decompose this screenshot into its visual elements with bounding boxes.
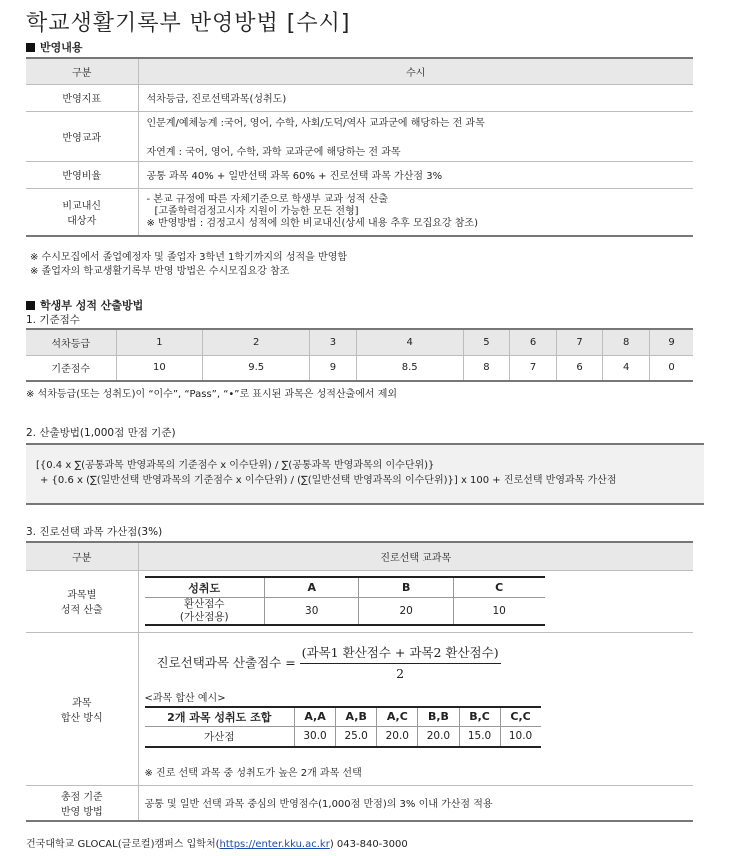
conversion-header: B [359, 577, 453, 597]
row-label-line: 성적 산출 [60, 605, 103, 616]
row-value: 공통 및 일반 선택 과목 중심의 반영점수(1,000점 만점)의 3% 이내 가산점 적용 [138, 785, 693, 821]
row-label-line: 대상자 [67, 215, 97, 227]
formula-lhs: 진로선택과목 산출점수 = [156, 654, 296, 670]
formula-line: + {0.6 x (∑(일반선택 반영과목의 기준점수 x 이수단위) / (∑(일반선택 반영과목의 이수단위)}] x 100 + 진로선택 반영과목 가산점 [40, 475, 617, 486]
score-cell: 9.5 [203, 355, 310, 381]
row-label [26, 632, 138, 785]
row-label: 반영비율 [26, 161, 138, 188]
table-header-row [26, 58, 693, 84]
row-value-line: 인문계/예체능계 :국어, 영어, 수학, 사회/도덕/역사 교과군에 해당하는 전 과목 [146, 118, 485, 129]
conversion-table [145, 576, 545, 626]
formula-fraction [300, 643, 501, 681]
homepage-link[interactable]: https://enter.kku.ac.kr [219, 839, 330, 850]
grade-row [26, 329, 693, 355]
grade-cell: 6 [510, 329, 557, 355]
table-row [26, 188, 693, 236]
grade-header: 석차등급 [26, 329, 116, 355]
sum-formula [145, 643, 694, 681]
subheading-method: 2. 산출방법(1,000점 만점 기준) [26, 427, 176, 439]
score-cell: 6 [556, 355, 603, 381]
example-header: A,B [336, 707, 377, 727]
row-value [138, 188, 693, 236]
row-value: 공통 과목 40% + 일반선택 과목 60% + 진로선택 과목 가산점 3% [138, 161, 693, 188]
grade-cell: 5 [463, 329, 510, 355]
example-caption: <과목 합산 예시> [144, 692, 226, 704]
table-row [26, 161, 693, 188]
table-row [26, 632, 693, 785]
header-category: 구분 [26, 58, 138, 84]
header-category: 구분 [26, 542, 138, 570]
row-value [138, 570, 693, 632]
table-row [26, 570, 693, 632]
example-value: 30.0 [295, 727, 336, 747]
conversion-value: 20 [359, 597, 453, 625]
row-label-line: 과목별 [67, 590, 97, 601]
row-value-line: - 본교 규정에 따른 자체기준으로 학생부 교과 성적 산출 [146, 193, 389, 205]
row-value [138, 632, 693, 785]
conversion-header-row [145, 577, 545, 597]
formula-box [26, 443, 704, 505]
conversion-header: 성취도 [145, 577, 265, 597]
row-label-line: 총점 기준 [60, 791, 103, 803]
score-cell: 9 [310, 355, 357, 381]
page-title: 학교생활기록부 반영방법 [수시] [26, 11, 351, 36]
formula-denominator: 2 [396, 665, 405, 681]
section-heading-text: 반영내용 [40, 41, 83, 54]
row-label [26, 785, 138, 821]
grade-cell: 2 [203, 329, 310, 355]
formula-numerator: (과목1 환산점수 + 과목2 환산점수) [300, 643, 501, 664]
example-value: 20.0 [377, 727, 418, 747]
table-row [26, 785, 693, 821]
row-value-line: 자연계 : 국어, 영어, 수학, 과학 교과군에 해당하는 전 과목 [146, 147, 401, 158]
score-header: 기준점수 [26, 355, 116, 381]
grade-cell: 4 [356, 329, 463, 355]
row-label [26, 570, 138, 632]
example-note: ※ 진로 선택 과목 중 성취도가 높은 2개 과목 선택 [144, 767, 362, 779]
header-subject: 진로선택 교과목 [138, 542, 693, 570]
example-value-row [145, 727, 541, 747]
conversion-value-row [145, 597, 545, 625]
conversion-row-label-line: 환산점수 [183, 597, 225, 610]
square-bullet-icon [26, 43, 35, 52]
example-value: 15.0 [459, 727, 500, 747]
footer-prefix: 건국대학교 GLOCAL(글로컬)캠퍼스 입학처( [26, 839, 220, 850]
example-header: B,C [459, 707, 500, 727]
score-cell: 0 [650, 355, 693, 381]
example-row-label: 가산점 [145, 727, 295, 747]
square-bullet-icon [26, 301, 35, 310]
content-table [26, 57, 693, 237]
row-label-line: 반영 방법 [60, 806, 103, 818]
row-label: 반영교과 [26, 111, 138, 161]
example-header: B,B [418, 707, 459, 727]
row-value [138, 111, 693, 161]
score-cell: 7 [510, 355, 557, 381]
note-line: ※ 수시모집에서 졸업예정자 및 졸업자 3학년 1학기까지의 성적을 반영함 [30, 252, 348, 263]
grade-cell: 8 [603, 329, 650, 355]
grade-cell: 7 [556, 329, 603, 355]
section-heading-calc [26, 297, 143, 313]
bonus-table [26, 541, 693, 822]
row-label [26, 188, 138, 236]
footer [26, 835, 408, 850]
row-label: 반영지표 [26, 84, 138, 111]
conversion-row-label-line: (가산점용) [179, 610, 229, 623]
conversion-row-label [145, 597, 265, 625]
formula-line: [{0.4 x ∑(공통과목 반영과목의 기준점수 x 이수단위) / ∑(공통과목 반영과목의 이수단위)} [36, 460, 435, 471]
conversion-value: 10 [453, 597, 544, 625]
example-header: A,C [377, 707, 418, 727]
row-label-line: 합산 방식 [60, 712, 103, 724]
subheading-base-score: 1. 기준점수 [26, 314, 80, 326]
example-value: 25.0 [336, 727, 377, 747]
score-cell: 10 [116, 355, 203, 381]
row-value-line: [고졸학력검정고시자 지원이 가능한 모든 전형] [154, 205, 359, 217]
example-table [145, 706, 541, 748]
example-header: C,C [500, 707, 540, 727]
grade-cell: 9 [650, 329, 693, 355]
example-header: A,A [295, 707, 336, 727]
score-cell: 4 [603, 355, 650, 381]
conversion-header: A [265, 577, 359, 597]
base-score-table [26, 328, 693, 382]
table-header-row [26, 542, 693, 570]
score-row [26, 355, 693, 381]
example-value: 20.0 [418, 727, 459, 747]
table-row [26, 111, 693, 161]
row-label-line: 비교내신 [62, 200, 102, 212]
grade-cell: 1 [116, 329, 203, 355]
example-header-row [145, 707, 541, 727]
conversion-value: 30 [265, 597, 359, 625]
example-header: 2개 과목 성취도 조합 [145, 707, 295, 727]
grade-note: ※ 석차등급(또는 성취도)이 “이수”, “Pass”, “•”로 표시된 과목은 성적산출에서 제외 [26, 389, 398, 400]
section-heading-text: 학생부 성적 산출방법 [40, 299, 144, 312]
subheading-bonus: 3. 진로선택 과목 가산점(3%) [26, 526, 163, 538]
conversion-header: C [453, 577, 544, 597]
row-value-line: ※ 반영방법 : 검정고시 성적에 의한 비교내신(상세 내용 추후 모집요강 참조) [146, 217, 478, 229]
table-row [26, 84, 693, 111]
score-cell: 8 [463, 355, 510, 381]
row-value: 석차등급, 진로선택과목(성취도) [138, 84, 693, 111]
note-line: ※ 졸업자의 학교생활기록부 반영 방법은 수시모집요강 참조 [30, 266, 290, 277]
row-label-line: 과목 [72, 697, 92, 709]
example-value: 10.0 [500, 727, 540, 747]
score-cell: 8.5 [356, 355, 463, 381]
grade-cell: 3 [310, 329, 357, 355]
header-susi: 수시 [138, 58, 693, 84]
section-heading-content [26, 39, 83, 55]
footer-suffix: ) 043-840-3000 [329, 839, 408, 850]
